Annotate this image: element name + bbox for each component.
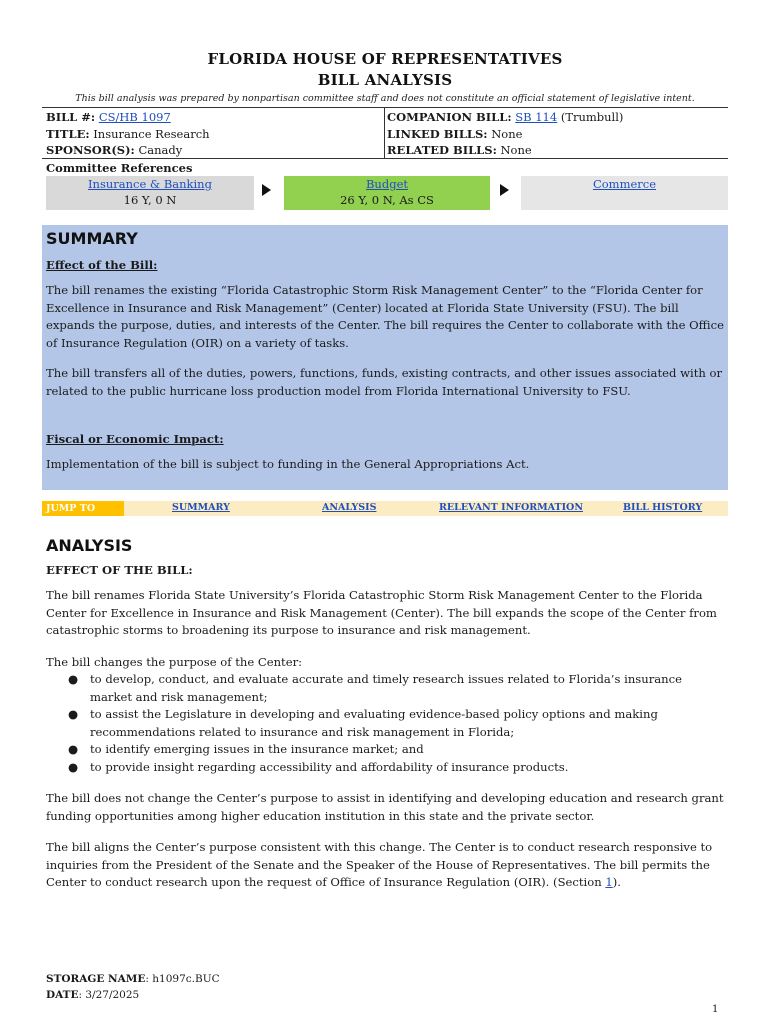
sponsor-row [46,142,182,159]
effect-heading: Effect of the Bill: [46,258,158,272]
committee-link-insurance[interactable]: Insurance & Banking [88,177,212,191]
analysis-effect-heading: EFFECT OF THE BILL: [46,563,193,577]
bill-number-row [46,109,171,126]
document-title: FLORIDA HOUSE OF REPRESENTATIVES [207,50,563,68]
analysis-paragraph-4-end: ). [612,875,621,889]
summary-paragraph-1: The bill renames the existing “Florida Catastrophic Storm Risk Management Center” to the “Florida Center for Excellence in Insurance and Risk Management” (Center) located at Florida State University (FSU). The bill expands the purpose, duties, and interests of the Center. The bill requires the Center to collaborate with the Office of Insurance Regulation (OIR) on a variety of tasks. [46,283,724,350]
jump-analysis-link[interactable]: ANALYSIS [322,502,377,513]
section-link[interactable]: 1 [605,875,613,889]
storage-name-label: STORAGE NAME [46,973,146,985]
jump-bar [42,501,728,516]
list-item [46,741,726,759]
date-label: DATE [46,989,79,1001]
list-item [46,706,726,741]
companion-row [387,109,623,126]
analysis-paragraph-4 [46,839,726,892]
bullet-icon: ● [68,707,79,721]
vertical-divider [384,108,385,158]
divider [42,107,728,108]
list-item-text: to develop, conduct, and evaluate accurate and timely research issues related to Florida’s insurance market and risk management; [90,672,682,704]
summary-paragraph-2: The bill transfers all of the duties, powers, functions, funds, existing contracts, and other issues associated with or related to the public hurricane loss production model from Florida International University to FSU. [46,366,723,398]
bill-number-label: BILL #: [46,110,96,124]
analysis-paragraph-3: The bill does not change the Center’s purpose to assist in identifying and developing education and research grant funding opportunities among higher education institution in this state and the private sector. [46,791,724,823]
related-row [387,142,532,159]
arrow-right-icon [500,184,509,196]
linked-label: LINKED BILLS: [387,127,488,141]
committee-box-budget [284,176,490,210]
companion-label: COMPANION BILL: [387,110,512,124]
analysis-paragraph-2: The bill changes the purpose of the Center: [46,655,303,669]
fiscal-heading: Fiscal or Economic Impact: [46,432,224,446]
committee-vote-insurance: 16 Y, 0 N [123,193,177,207]
related-value: None [500,143,532,157]
list-item-text: to identify emerging issues in the insurance market; and [90,742,424,756]
list-item [46,759,726,777]
list-item-text: to assist the Legislature in developing and evaluating evidence-based policy options and making recommendations related to insurance and risk management in Florida; [90,707,658,739]
committee-vote-budget: 26 Y, 0 N, As CS [340,193,434,207]
sponsor-label: SPONSOR(S): [46,143,135,157]
date-row [46,988,139,1003]
bullet-icon: ● [68,672,79,686]
bullet-icon: ● [68,742,79,756]
companion-link[interactable]: SB 114 [515,110,558,124]
jump-relevant-link[interactable]: RELEVANT INFORMATION [439,502,584,513]
summary-heading: SUMMARY [46,229,138,248]
bullet-icon: ● [68,759,79,774]
jump-history-link[interactable]: BILL HISTORY [623,502,703,513]
related-label: RELATED BILLS: [387,143,497,157]
linked-value: None [491,127,523,141]
bill-number-link[interactable]: CS/HB 1097 [98,110,171,124]
sponsor-value: Canady [138,143,183,157]
jump-summary-link[interactable]: SUMMARY [172,502,230,513]
arrow-right-icon [262,184,271,196]
analysis-paragraph-1: The bill renames Florida State University’s Florida Catastrophic Storm Risk Management Center to the Florida Center for Excellence in Insurance and Risk Management (Center). The bill expands the scope of the Center from catastrophic storms to broadening its purpose to insurance and risk management. [46,588,717,637]
page-number: 1 [712,1004,719,1015]
committee-box-commerce [521,176,728,210]
jump-to-label: JUMP TO [42,501,124,516]
date-value: : 3/27/2025 [78,989,140,1001]
linked-row [387,126,522,143]
disclaimer: This bill analysis was prepared by nonpartisan committee staff and does not constitute an official statement of legislative intent. [75,93,695,104]
fiscal-text: Implementation of the bill is subject to funding in the General Appropriations Act. [46,457,530,471]
purpose-list [46,671,726,776]
analysis-paragraph-4-text: The bill aligns the Center’s purpose consistent with this change. The Center is to conduct research responsive to inquiries from the President of the Senate and the Speaker of the House of Representatives. The bill permits the Center to conduct research upon the request of Office of Insurance Regulation (OIR). (Section [46,840,713,889]
title-row [46,126,210,143]
analysis-heading: ANALYSIS [46,536,133,555]
companion-sponsor: (Trumbull) [560,110,624,124]
list-item [46,671,726,706]
title-label: TITLE: [46,127,90,141]
storage-name-row [46,972,220,987]
committee-box-insurance [46,176,254,210]
committee-link-budget[interactable]: Budget [365,177,408,191]
divider [42,158,728,159]
storage-name-value: : h1097c.BUC [145,973,220,985]
committee-heading: Committee References [46,161,193,175]
list-item-text: to provide insight regarding accessibility and affordability of insurance products. [90,759,569,774]
title-value: Insurance Research [93,127,210,141]
document-subtitle: BILL ANALYSIS [317,71,453,89]
committee-link-commerce[interactable]: Commerce [592,177,657,191]
